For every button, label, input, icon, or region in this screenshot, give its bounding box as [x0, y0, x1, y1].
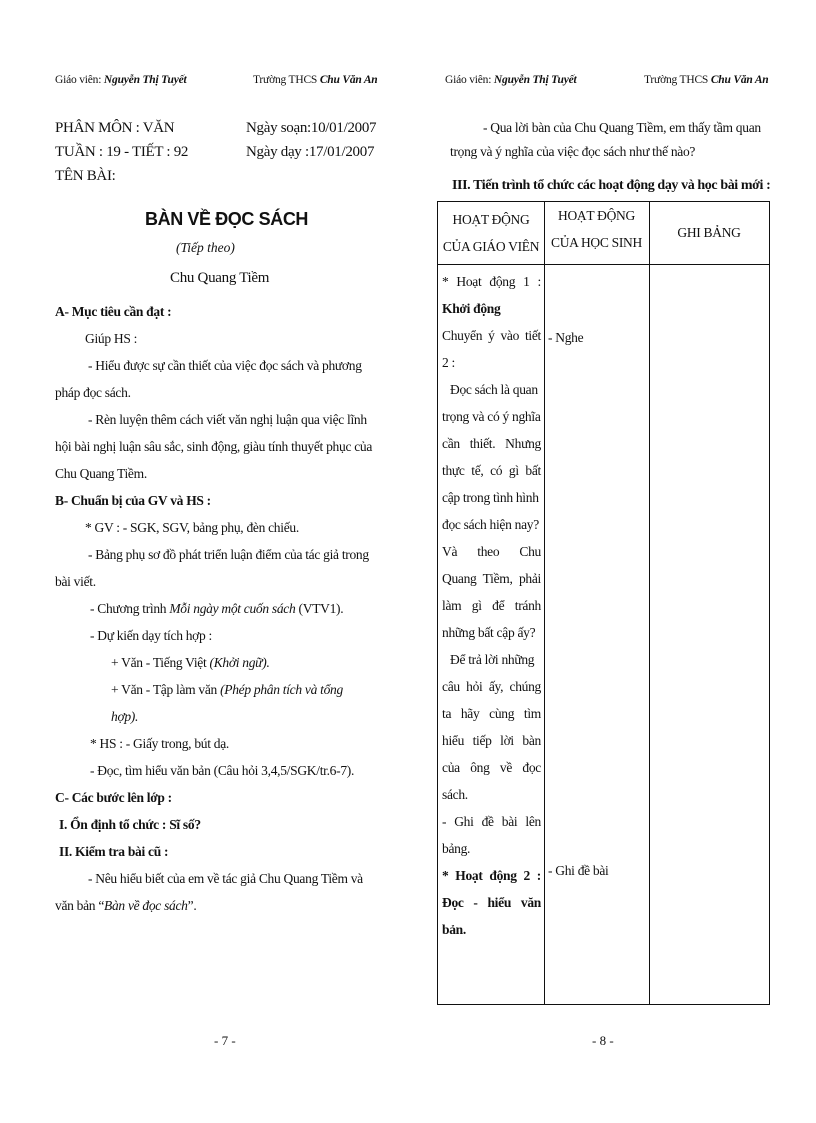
lesson-title: BÀN VỀ ĐỌC SÁCH — [145, 209, 309, 229]
teacher-header — [55, 74, 187, 86]
table-line: Để trả lời những — [450, 652, 535, 667]
text-line: - Rèn luyện thêm cách viết văn nghị luận qua việc lĩnh — [88, 412, 367, 427]
header-student-activity: HOẠT ĐỘNG CỦA HỌC SINH — [551, 208, 642, 250]
review-question — [450, 116, 772, 164]
teacher-label: Giáo viên: — [445, 74, 492, 86]
section-heading: B- Chuẩn bị của GV và HS : — [55, 493, 211, 508]
table-line: - Ghi đề bài lên — [442, 814, 541, 829]
lesson-meta-right — [246, 116, 376, 164]
header-divider — [438, 264, 769, 265]
text-line: * GV : - SGK, SGV, bảng phụ, đèn chiếu. — [85, 520, 299, 535]
teacher-activity-column — [442, 268, 541, 943]
lesson-subtitle: (Tiếp theo) — [176, 240, 235, 255]
table-line: làm gì để tránh — [442, 598, 541, 613]
text-line: + Văn - Tiếng Việt (Khởi ngữ). — [111, 655, 270, 670]
school-header — [644, 74, 769, 86]
table-line: trọng và có ý nghĩa — [442, 409, 541, 424]
table-line: Đọc - hiểu văn — [442, 895, 541, 910]
table-line: hiểu tiếp lời bàn — [442, 733, 541, 748]
column-divider — [544, 202, 545, 1004]
teach-date: Ngày dạy :17/01/2007 — [246, 144, 375, 160]
teacher-name: Nguyễn Thị Tuyết — [493, 74, 577, 86]
section-heading: III. Tiến trình tổ chức các hoạt động dạy và học bài mới : — [452, 178, 771, 193]
text-line: * HS : - Giấy trong, bút dạ. — [90, 736, 229, 751]
right-page — [408, 0, 808, 1123]
table-line: Và theo Chu — [442, 544, 541, 559]
page-number: - 8 - — [592, 1033, 614, 1048]
table-line: những bất cập ấy? — [442, 625, 536, 640]
table-line: bản. — [442, 922, 466, 937]
student-activity-write-title: - Ghi đề bài — [548, 863, 609, 878]
text-line: Giúp HS : — [85, 331, 138, 346]
text-line: - Hiểu được sự cần thiết của việc đọc sách và phương — [88, 358, 362, 373]
text-line: - Chương trình Mỗi ngày một cuốn sách (VTV1). — [90, 601, 344, 616]
table-line: Quang Tiềm, phải — [442, 571, 541, 586]
prep-date: Ngày soạn:10/01/2007 — [246, 120, 377, 136]
section-heading: A- Mục tiêu cần đạt : — [55, 304, 172, 319]
table-line: đọc sách hiện nay? — [442, 517, 539, 532]
subsection-heading: II. Kiểm tra bài cũ : — [59, 844, 169, 859]
school-name: Chu Văn An — [319, 74, 378, 86]
school-name: Chu Văn An — [710, 74, 769, 86]
subsection-heading: I. Ổn định tổ chức : Sĩ số? — [59, 817, 201, 832]
page-number: - 7 - — [214, 1033, 236, 1048]
subject-line: PHÂN MÔN : VĂN — [55, 120, 175, 136]
activity-table — [437, 201, 770, 1005]
school-header — [253, 74, 378, 86]
table-line: bảng. — [442, 841, 471, 856]
text-line: bài viết. — [55, 574, 96, 589]
lesson-meta-left — [55, 116, 188, 188]
text-line: văn bản “Bàn về đọc sách”. — [55, 898, 197, 913]
table-line: thực tế, có gì bất — [442, 463, 541, 478]
text-line: + Văn - Tập làm văn (Phép phân tích và tổng hợp). — [111, 682, 343, 724]
text-line: hội bài nghị luận sâu sắc, sinh động, giàu tính thuyết phục của — [55, 439, 373, 454]
text-line: pháp đọc sách. — [55, 385, 131, 400]
school-label: Trường THCS — [644, 74, 709, 86]
table-line: ta hãy cùng tìm — [442, 706, 541, 721]
teacher-header — [445, 74, 577, 86]
table-line: * Hoạt động 2 : — [442, 868, 541, 883]
table-line: sách. — [442, 787, 468, 802]
student-activity-listen: - Nghe — [548, 330, 584, 345]
teacher-label: Giáo viên: — [55, 74, 102, 86]
table-line: Chuyển ý vào tiết — [442, 328, 541, 343]
table-line: câu hỏi ấy, chúng — [442, 679, 541, 694]
week-line: TUẦN : 19 - TIẾT : 92 — [55, 144, 189, 160]
header-board-notes: GHI BẢNG — [677, 225, 741, 240]
table-line: của ông về đọc — [442, 760, 541, 775]
column-divider — [649, 202, 650, 1004]
lesson-body — [55, 298, 373, 919]
table-line: Khởi động — [442, 301, 501, 316]
left-page — [0, 0, 400, 1123]
lesson-label: TÊN BÀI: — [55, 168, 116, 184]
table-line: cập trong tình hình — [442, 490, 539, 505]
text-line: Chu Quang Tiềm. — [55, 466, 147, 481]
section-heading: C- Các bước lên lớp : — [55, 790, 172, 805]
text-line: - Nêu hiểu biết của em về tác giả Chu Quang Tiềm và — [88, 871, 363, 886]
text-line: - Qua lời bàn của Chu Quang Tiềm, em thấy tầm quan — [483, 120, 761, 135]
teacher-name: Nguyễn Thị Tuyết — [103, 74, 187, 86]
school-label: Trường THCS — [253, 74, 318, 86]
text-line: - Dự kiến dạy tích hợp : — [90, 628, 212, 643]
table-line: * Hoạt động 1 : — [442, 274, 541, 289]
table-line: cần thiết. Nhưng — [442, 436, 541, 451]
header-teacher-activity: HOẠT ĐỘNG CỦA GIÁO VIÊN — [442, 212, 540, 254]
text-line: - Đọc, tìm hiểu văn bản (Câu hỏi 3,4,5/SGK/tr.6-7). — [90, 763, 355, 778]
table-line: 2 : — [442, 355, 455, 370]
lesson-author: Chu Quang Tiềm — [170, 270, 270, 286]
text-line: - Bảng phụ sơ đồ phát triển luận điểm của tác giả trong — [88, 547, 369, 562]
table-line: Đọc sách là quan — [450, 382, 538, 397]
text-line: trọng và ý nghĩa của việc đọc sách như thế nào? — [450, 144, 696, 159]
